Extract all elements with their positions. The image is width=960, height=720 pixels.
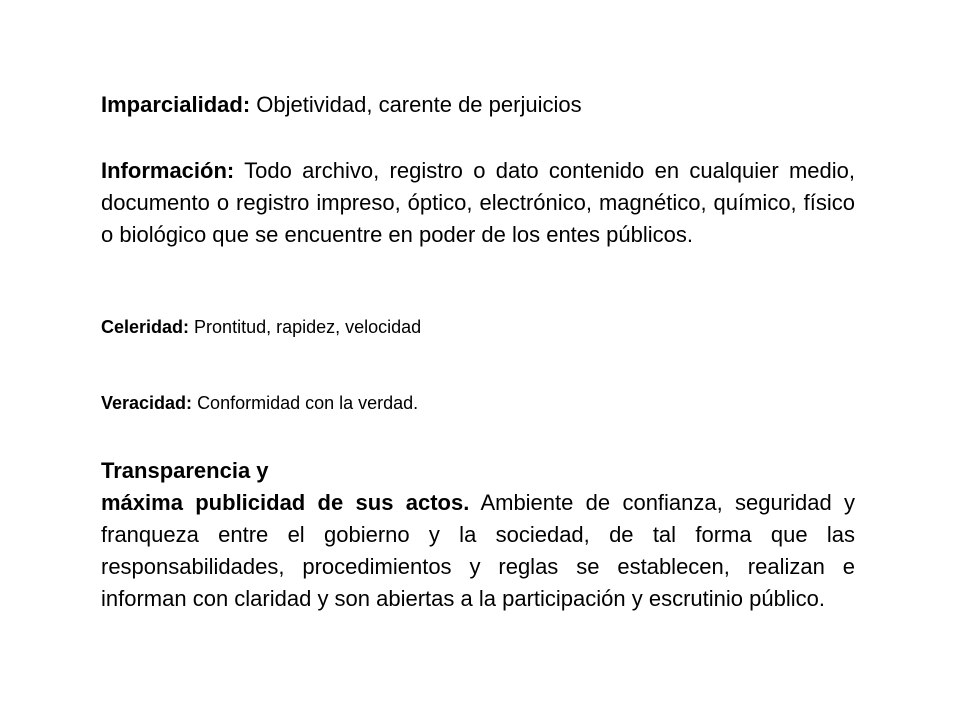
definition-informacion bbox=[101, 155, 855, 251]
definition-imparcialidad bbox=[101, 89, 855, 121]
definition-veracidad bbox=[101, 391, 855, 415]
term-transparencia-line2: máxima publicidad de sus actos. bbox=[101, 490, 470, 515]
definition-text-imparcialidad: Objetividad, carente de perjuicios bbox=[256, 92, 582, 117]
definition-celeridad bbox=[101, 315, 855, 339]
definition-text-veracidad: Conformidad con la verdad. bbox=[197, 393, 419, 413]
term-celeridad: Celeridad: bbox=[101, 317, 190, 337]
term-informacion: Información: bbox=[101, 158, 235, 183]
definition-transparencia bbox=[101, 455, 855, 615]
definition-text-informacion: Todo archivo, registro o dato contenido en cualquier medio, documento o registro impreso, óptico, electrónico, magnético, químico, físico o biológico que se encuentre en poder de los entes públicos. bbox=[101, 158, 855, 247]
term-imparcialidad: Imparcialidad: bbox=[101, 92, 251, 117]
definition-text-celeridad: Prontitud, rapidez, velocidad bbox=[194, 317, 422, 337]
term-veracidad: Veracidad: bbox=[101, 393, 193, 413]
term-transparencia-line1: Transparencia y bbox=[101, 458, 269, 483]
definition-text-transparencia: Ambiente de confianza, seguridad y franqueza entre el gobierno y la sociedad, de tal forma que las responsabilidades, procedimientos y reglas se establecen, realizan e informan con claridad y son abiertas a la participación y escrutinio público. bbox=[101, 490, 855, 611]
